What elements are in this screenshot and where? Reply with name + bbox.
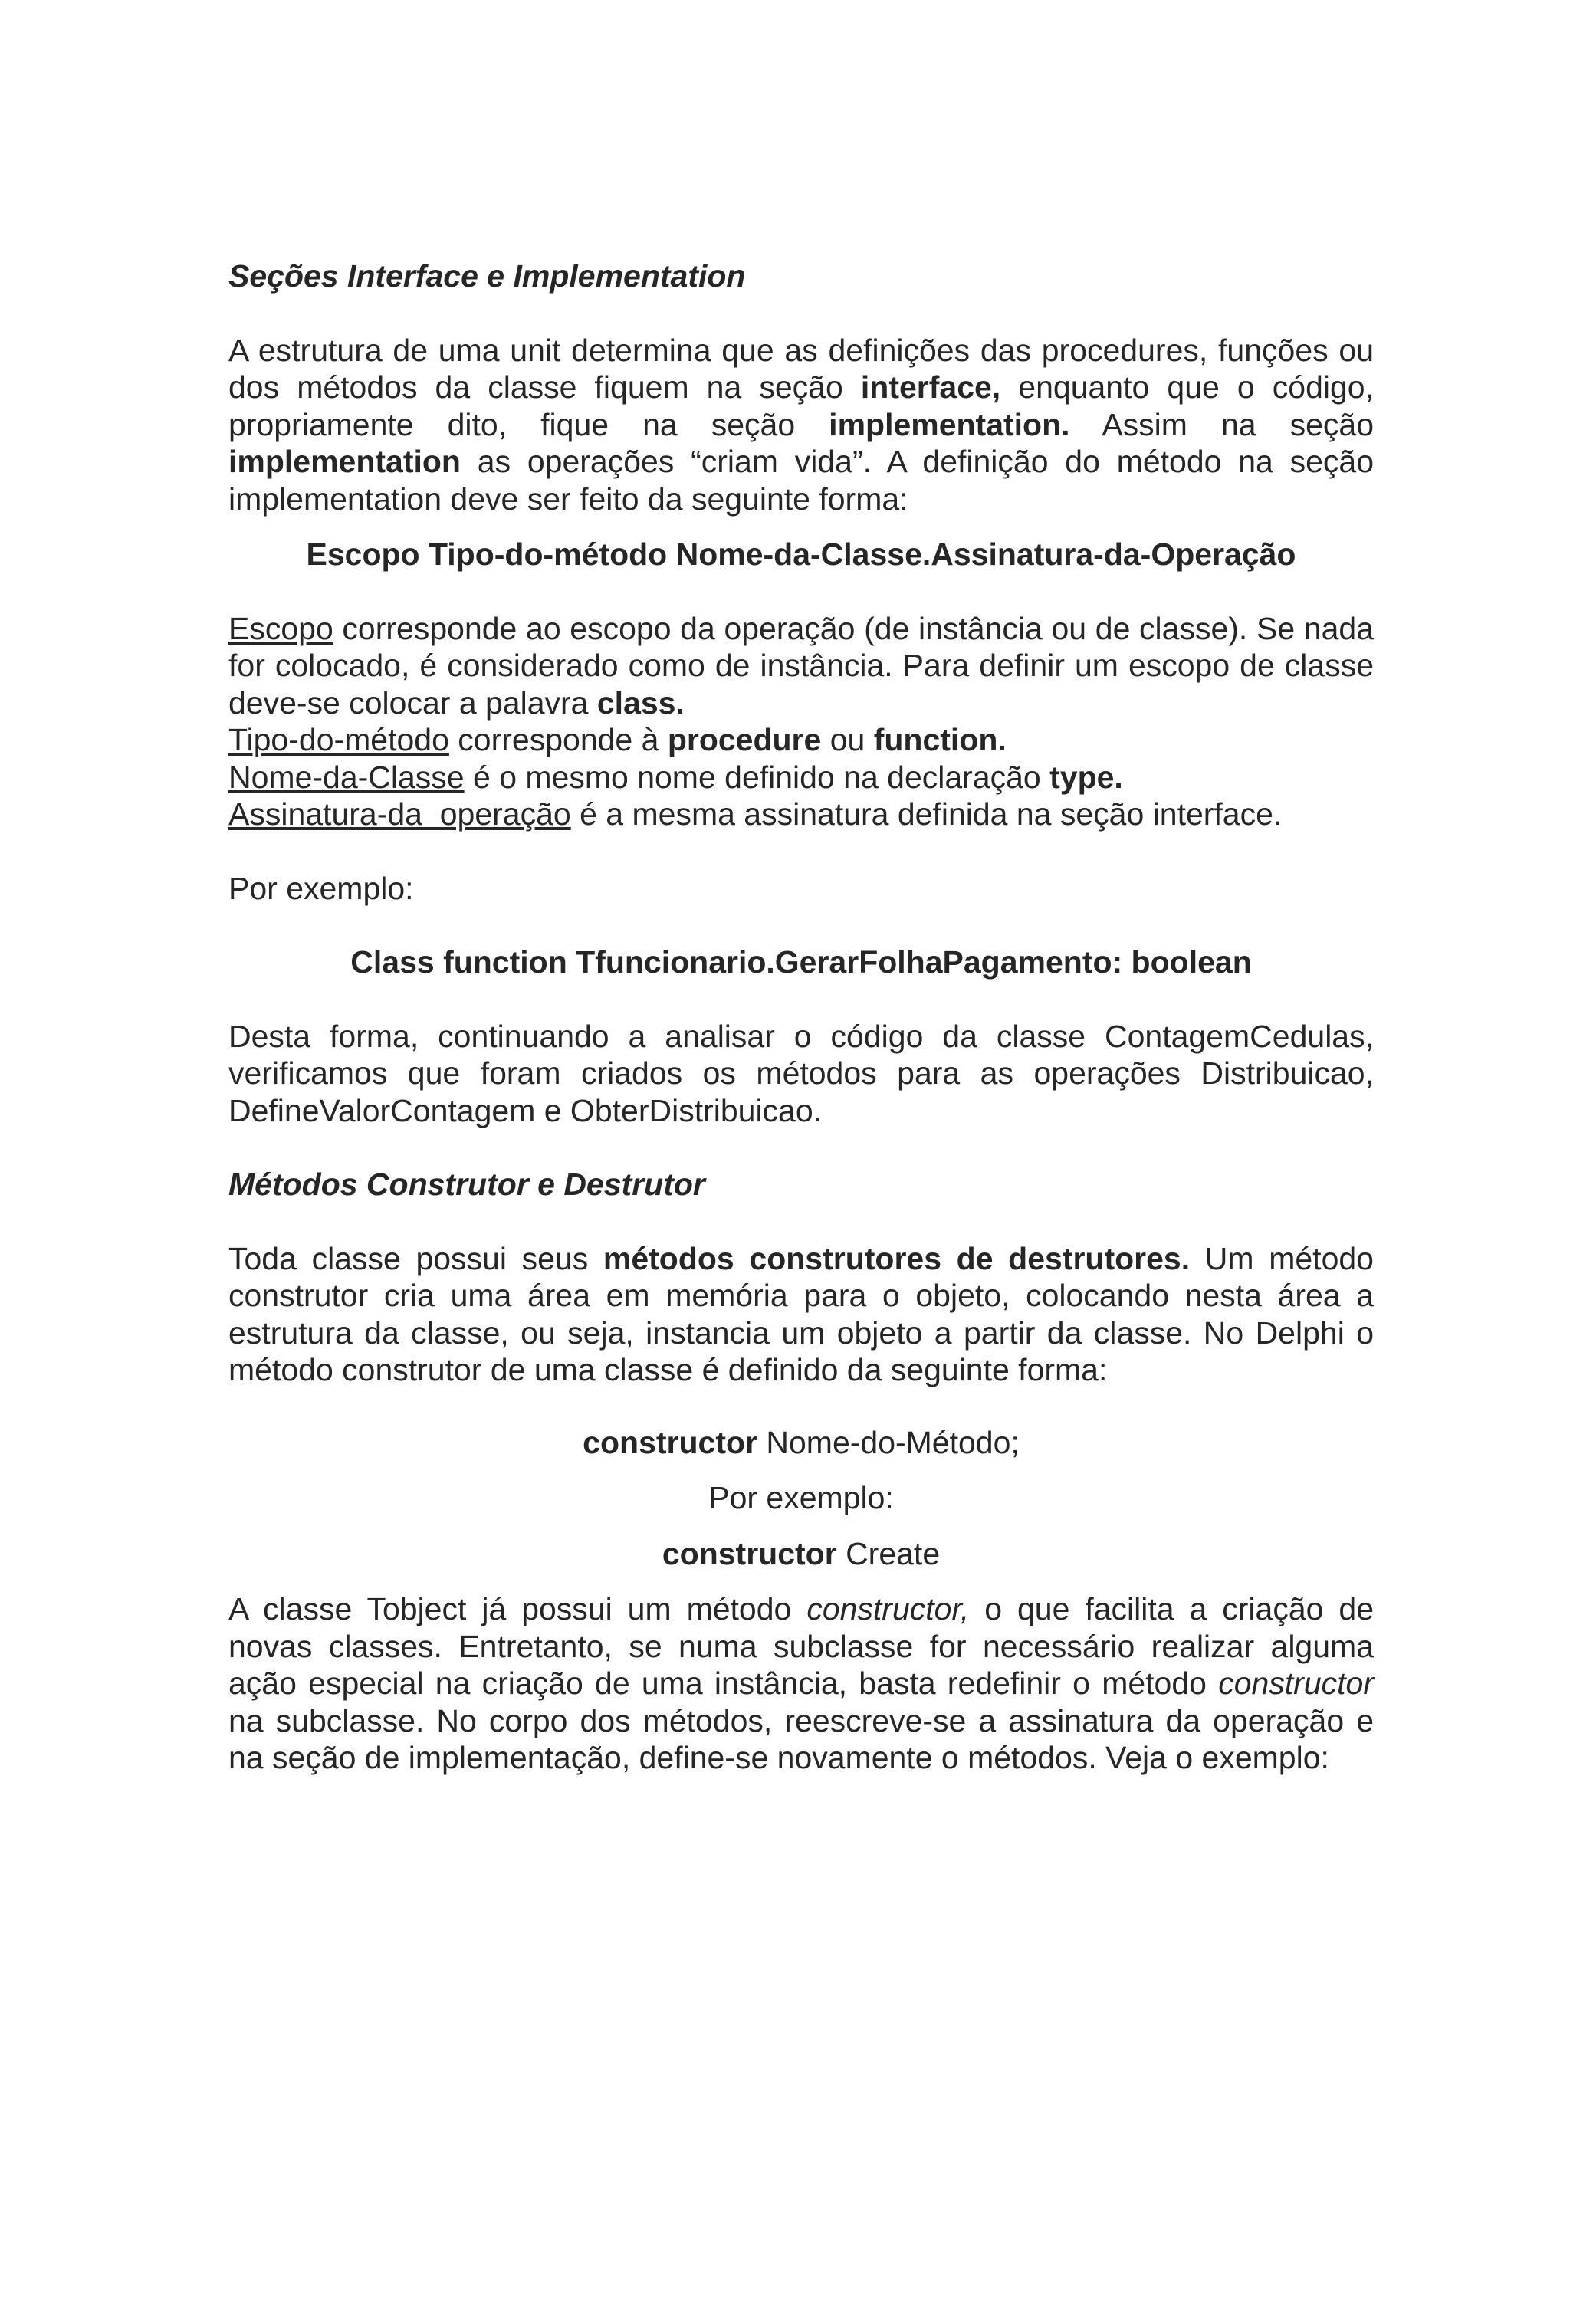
- paragraph-unit-structure: [228, 332, 1374, 518]
- text-run: corresponde à: [448, 722, 668, 757]
- example-signature: [228, 944, 1374, 981]
- paragraph-contagem-cedulas: Desta forma, continuando a analisar o código da classe ContagemCedulas, verificamos que foram criados os métodos para as operações Distribuicao, DefineValorContagem e ObterDistribuicao.: [228, 1018, 1374, 1128]
- text-run: Nome-do-Método;: [757, 1424, 1020, 1460]
- text-run: Um método construtor cria uma área em memória para o objeto, colocando nesta área a estrutura da classe, ou seja, instancia um objeto a partir da classe. No Delphi o método construtor de uma classe é definido da seguinte forma:: [228, 1240, 1374, 1387]
- italic-run: constructor,: [806, 1591, 970, 1626]
- definition-tipo-do-metodo: [228, 721, 1374, 759]
- bold-run: implementation: [228, 444, 461, 479]
- bold-run: procedure: [667, 722, 822, 757]
- text-run: as operações “criam vida”. A definição do método na seção implementation deve ser feito da seguinte forma:: [228, 444, 1374, 517]
- text-run: A classe Tobject já possui um método: [228, 1591, 807, 1626]
- text-run: Assim na seção: [1069, 406, 1375, 442]
- text-run: é o mesmo nome definido na declaração: [464, 759, 1050, 795]
- constructor-example-line: [228, 1535, 1374, 1573]
- definition-escopo: [228, 610, 1374, 722]
- text-run: ou: [821, 722, 874, 757]
- definition-nome-da-classe: [228, 759, 1374, 796]
- bold-run: class.: [596, 684, 685, 721]
- text-run: é a mesma assinatura definida na seção interface.: [570, 796, 1283, 832]
- text-run: o que facilita a criação de novas classes. Entretanto, se numa subclasse for necessário realizar alguma ação especial na criação de uma instância, basta redefinir o método: [228, 1591, 1374, 1701]
- bold-run: interface,: [860, 369, 1001, 405]
- bold-run: type.: [1049, 759, 1123, 795]
- paragraph-tobject: [228, 1590, 1374, 1777]
- term-nome-da-classe: Nome-da-Classe: [228, 759, 465, 795]
- italic-run: constructor: [1218, 1666, 1374, 1701]
- keyword-constructor: constructor: [583, 1424, 757, 1460]
- term-assinatura-da-operacao: Assinatura-da operação: [228, 796, 571, 832]
- method-syntax-line: [228, 536, 1374, 573]
- text-run: Create: [836, 1535, 941, 1571]
- bold-run: function.: [873, 722, 1007, 757]
- section-heading-construtor-destrutor: Métodos Construtor e Destrutor: [228, 1167, 705, 1202]
- document-body: [228, 258, 1374, 1777]
- por-exemplo-label-2: Por exemplo:: [708, 1480, 894, 1515]
- text-run: corresponde ao escopo da operação (de instância ou de classe). Se nada for colocado, é considerado como de instância. Para definir um escopo de classe deve-se colocar a palavra: [228, 610, 1374, 721]
- term-escopo: Escopo: [228, 610, 333, 646]
- example-text: Class function Tfuncionario.GerarFolhaPagamento: boolean: [350, 944, 1252, 980]
- text-run: Toda classe possui seus: [228, 1240, 603, 1276]
- term-tipo-do-metodo: Tipo-do-método: [228, 722, 449, 757]
- section-heading-interface-implementation: Seções Interface e Implementation: [228, 258, 746, 294]
- keyword-constructor: constructor: [662, 1535, 837, 1571]
- text-run: na subclasse. No corpo dos métodos, reescreve-se a assinatura da operação e na seção de implementação, define-se novamente o métodos. Veja o exemplo:: [228, 1702, 1374, 1775]
- por-exemplo-label: Por exemplo:: [228, 870, 414, 906]
- text-run: A estrutura de uma unit determina que as definições das procedures, funções ou dos métodos da classe fiquem na seção: [228, 332, 1374, 405]
- bold-run: implementation.: [829, 406, 1070, 442]
- paragraph-construtores: [228, 1240, 1374, 1389]
- syntax-text: Escopo Tipo-do-método Nome-da-Classe.Assinatura-da-Operação: [306, 537, 1296, 572]
- constructor-syntax-line: [228, 1424, 1374, 1462]
- definition-assinatura: [228, 796, 1374, 833]
- text-run: enquanto que o código, propriamente dito, fique na seção: [228, 369, 1374, 442]
- bold-run: métodos construtores de destrutores.: [603, 1240, 1191, 1276]
